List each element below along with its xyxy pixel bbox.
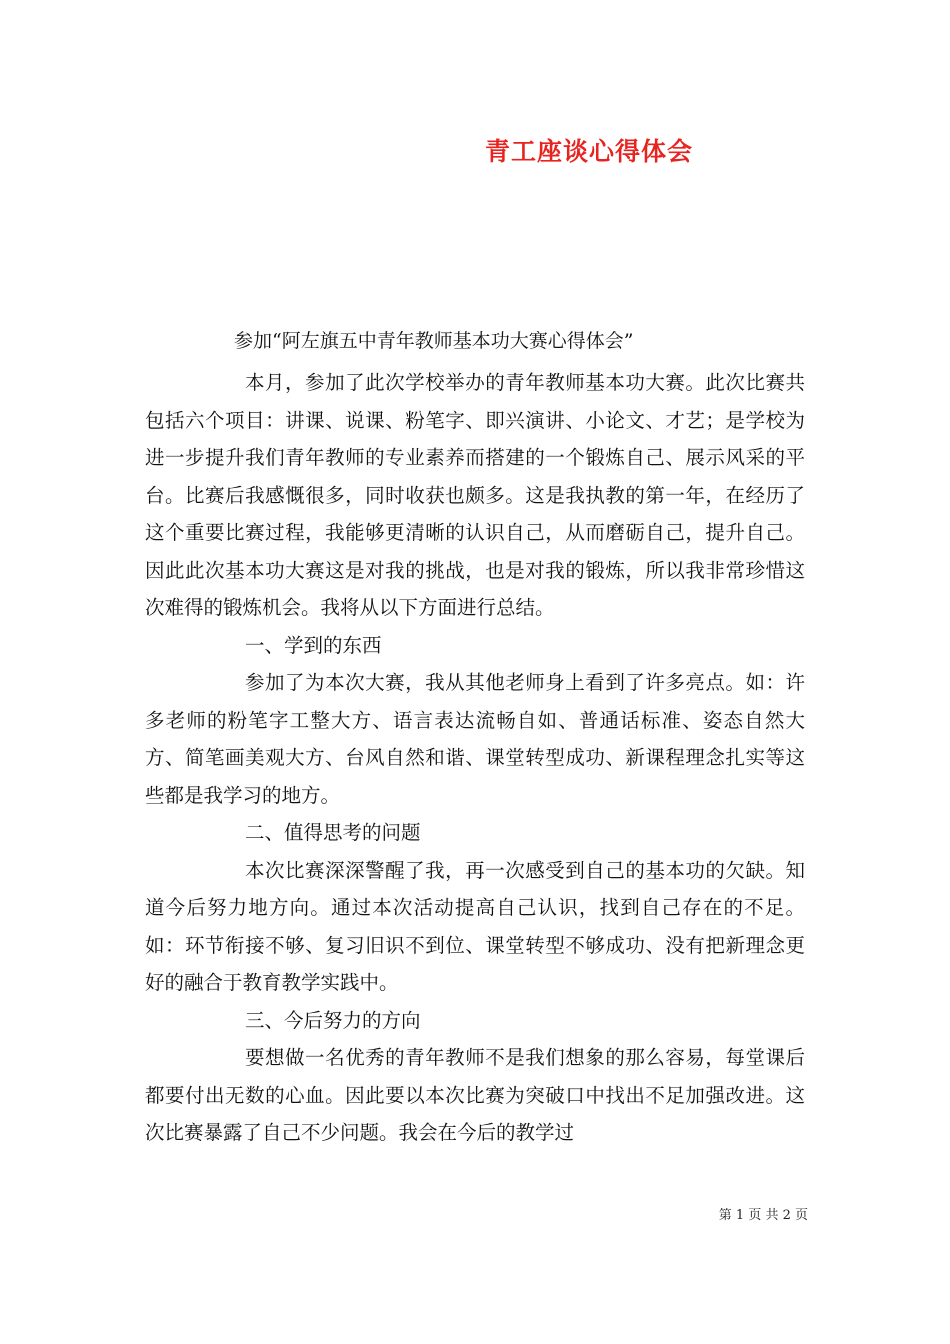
paragraph-section-3: 要想做一名优秀的青年教师不是我们想象的那么容易，每堂课后都要付出无数的心血。因此要以本次比赛为突破口中找出不足加强改进。这次比赛暴露了自己不少问题。我会在今后的教学过	[145, 1046, 805, 1144]
document-title: 青工座谈心得体会	[484, 137, 693, 166]
paragraph-section-1: 参加了为本次大赛，我从其他老师身上看到了许多亮点。如：许多老师的粉笔字工整大方、语言表达流畅自如、普通话标准、姿态自然大方、简笔画美观大方、台风自然和谐、课堂转型成功、新课程理念扎实等这些都是我学习的地方。	[145, 671, 805, 807]
section-heading-3: 三、今后努力的方向	[245, 1008, 421, 1032]
section-heading-2: 二、值得思考的问题	[245, 821, 421, 844]
document-subtitle: 参加“阿左旗五中青年教师基本功大赛心得体会”	[234, 330, 634, 352]
document-body	[145, 364, 805, 1152]
paragraph-section-2: 本次比赛深深警醒了我，再一次感受到自己的基本功的欠缺。知道今后努力地方向。通过本次活动提高自己认识，找到自己存在的不足。如：环节衔接不够、复习旧识不到位、课堂转型不够成功、没有把新理念更好的融合于教育教学实践中。	[145, 858, 805, 994]
section-heading-1: 一、学到的东西	[245, 633, 382, 657]
paragraph-intro: 本月，参加了此次学校举办的青年教师基本功大赛。此次比赛共包括六个项目：讲课、说课、粉笔字、即兴演讲、小论文、才艺；是学校为进一步提升我们青年教师的专业素养而搭建的一个锻炼自己、展示风采的平台。比赛后我感慨很多，同时收获也颇多。这是我执教的第一年，在经历了这个重要比赛过程，我能够更清晰的认识自己，从而磨砺自己，提升自己。因此此次基本功大赛这是对我的挑战，也是对我的锻炼，所以我非常珍惜这次难得的锻炼机会。我将从以下方面进行总结。	[145, 371, 805, 619]
page-number-footer: 第 1 页 共 2 页	[718, 1208, 808, 1223]
